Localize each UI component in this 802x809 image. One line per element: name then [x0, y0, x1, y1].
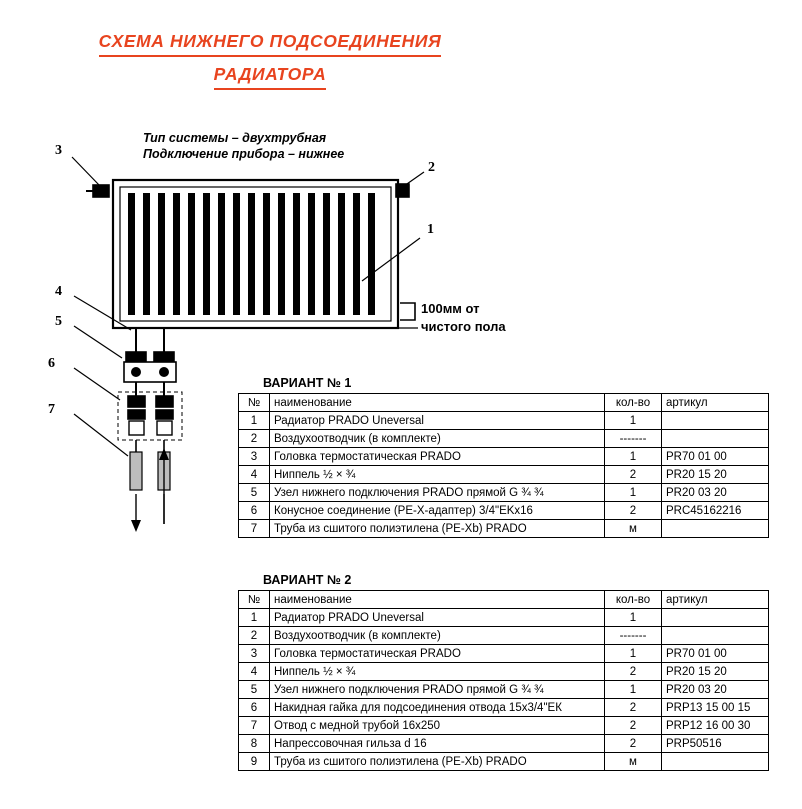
header-art: артикул [662, 394, 769, 412]
table-row [239, 502, 769, 520]
cell-art [662, 520, 769, 538]
table-row [239, 412, 769, 430]
cell-qty: 2 [605, 502, 662, 520]
table-row [239, 484, 769, 502]
callout-1: 1 [427, 222, 434, 237]
cell-name: Воздухоотводчик (в комплекте) [270, 430, 605, 448]
cell-qty: 1 [605, 448, 662, 466]
cell-no: 2 [239, 627, 270, 645]
cell-no: 2 [239, 430, 270, 448]
page-title-line2: РАДИАТОРА [214, 61, 327, 90]
cell-no: 5 [239, 681, 270, 699]
system-type-line2: Подключение прибора – нижнее [143, 147, 345, 161]
floor-height-note [421, 300, 506, 336]
callout-4: 4 [55, 284, 62, 299]
cell-no: 1 [239, 609, 270, 627]
table-header-row [239, 591, 769, 609]
table-row [239, 609, 769, 627]
cell-qty: 2 [605, 466, 662, 484]
cell-art: PR20 03 20 [662, 484, 769, 502]
table-row [239, 627, 769, 645]
cell-name: Ниппель ½ × ¾ [270, 466, 605, 484]
cell-art: PR70 01 00 [662, 645, 769, 663]
cell-no: 3 [239, 448, 270, 466]
cell-art [662, 412, 769, 430]
cell-name: Узел нижнего подключения PRADO прямой G ¾ ¾ [270, 681, 605, 699]
cell-art: PR70 01 00 [662, 448, 769, 466]
cell-art: PRP12 16 00 30 [662, 717, 769, 735]
floor-height-line1: 100мм от [421, 301, 480, 316]
cell-art: PRP50516 [662, 735, 769, 753]
table-row [239, 717, 769, 735]
cell-name: Радиатор PRADO Uneversal [270, 609, 605, 627]
cell-qty: 1 [605, 681, 662, 699]
table-row [239, 466, 769, 484]
system-type-note [143, 130, 344, 162]
cell-no: 1 [239, 412, 270, 430]
header-qty: кол-во [605, 591, 662, 609]
table-row [239, 735, 769, 753]
cell-no: 4 [239, 663, 270, 681]
cell-name: Узел нижнего подключения PRADO прямой G ¾ ¾ [270, 484, 605, 502]
cell-art [662, 753, 769, 771]
cell-qty: 1 [605, 484, 662, 502]
header-no: № [239, 394, 270, 412]
cell-name: Радиатор PRADO Uneversal [270, 412, 605, 430]
cell-name: Труба из сшитого полиэтилена (PE-Xb) PRADO [270, 753, 605, 771]
table-row [239, 753, 769, 771]
cell-qty: 2 [605, 699, 662, 717]
callout-7: 7 [48, 402, 55, 417]
cell-name: Конусное соединение (PE-X-адаптер) 3/4"EKx16 [270, 502, 605, 520]
cell-qty: 1 [605, 645, 662, 663]
cell-qty: 1 [605, 412, 662, 430]
cell-art: PR20 15 20 [662, 466, 769, 484]
cell-qty: 2 [605, 717, 662, 735]
cell-name: Воздухоотводчик (в комплекте) [270, 627, 605, 645]
system-type-line1: Тип системы – двухтрубная [143, 131, 327, 145]
table-row [239, 448, 769, 466]
callout-5: 5 [55, 314, 62, 329]
callout-6: 6 [48, 356, 55, 371]
table-row [239, 681, 769, 699]
cell-art: PR20 03 20 [662, 681, 769, 699]
table-row [239, 663, 769, 681]
cell-name: Головка термостатическая PRADO [270, 448, 605, 466]
table-row [239, 520, 769, 538]
callout-3: 3 [55, 143, 62, 158]
header-name: наименование [270, 394, 605, 412]
cell-art: PRP13 15 00 15 [662, 699, 769, 717]
cell-no: 7 [239, 520, 270, 538]
cell-name: Накидная гайка для подсоединения отвода 15х3/4"ЕК [270, 699, 605, 717]
cell-qty: ------- [605, 627, 662, 645]
cell-no: 5 [239, 484, 270, 502]
cell-art [662, 627, 769, 645]
header-name: наименование [270, 591, 605, 609]
variant-1-table [238, 393, 769, 538]
header-qty: кол-во [605, 394, 662, 412]
cell-no: 6 [239, 699, 270, 717]
variant-1-label: ВАРИАНТ № 1 [263, 376, 352, 390]
cell-name: Отвод с медной трубой 16х250 [270, 717, 605, 735]
cell-no: 4 [239, 466, 270, 484]
cell-qty: 1 [605, 609, 662, 627]
cell-qty: ------- [605, 430, 662, 448]
cell-art: PRC45162216 [662, 502, 769, 520]
cell-no: 9 [239, 753, 270, 771]
table-row [239, 645, 769, 663]
header-no: № [239, 591, 270, 609]
cell-no: 8 [239, 735, 270, 753]
cell-no: 6 [239, 502, 270, 520]
page-title-line1: СХЕМА НИЖНЕГО ПОДСОЕДИНЕНИЯ [99, 28, 442, 57]
cell-qty: м [605, 753, 662, 771]
variant-2-label: ВАРИАНТ № 2 [263, 573, 352, 587]
cell-art [662, 430, 769, 448]
header-art: артикул [662, 591, 769, 609]
table-header-row [239, 394, 769, 412]
cell-art: PR20 15 20 [662, 663, 769, 681]
floor-height-line2: чистого пола [421, 319, 506, 334]
cell-name: Ниппель ½ × ¾ [270, 663, 605, 681]
table-row [239, 699, 769, 717]
cell-name: Труба из сшитого полиэтилена (PE-Xb) PRADO [270, 520, 605, 538]
cell-art [662, 609, 769, 627]
variant-2-table [238, 590, 769, 771]
callout-2: 2 [428, 160, 435, 175]
cell-no: 3 [239, 645, 270, 663]
cell-qty: 2 [605, 663, 662, 681]
cell-name: Напрессовочная гильза d 16 [270, 735, 605, 753]
cell-qty: 2 [605, 735, 662, 753]
cell-no: 7 [239, 717, 270, 735]
cell-qty: м [605, 520, 662, 538]
cell-name: Головка термостатическая PRADO [270, 645, 605, 663]
table-row [239, 430, 769, 448]
